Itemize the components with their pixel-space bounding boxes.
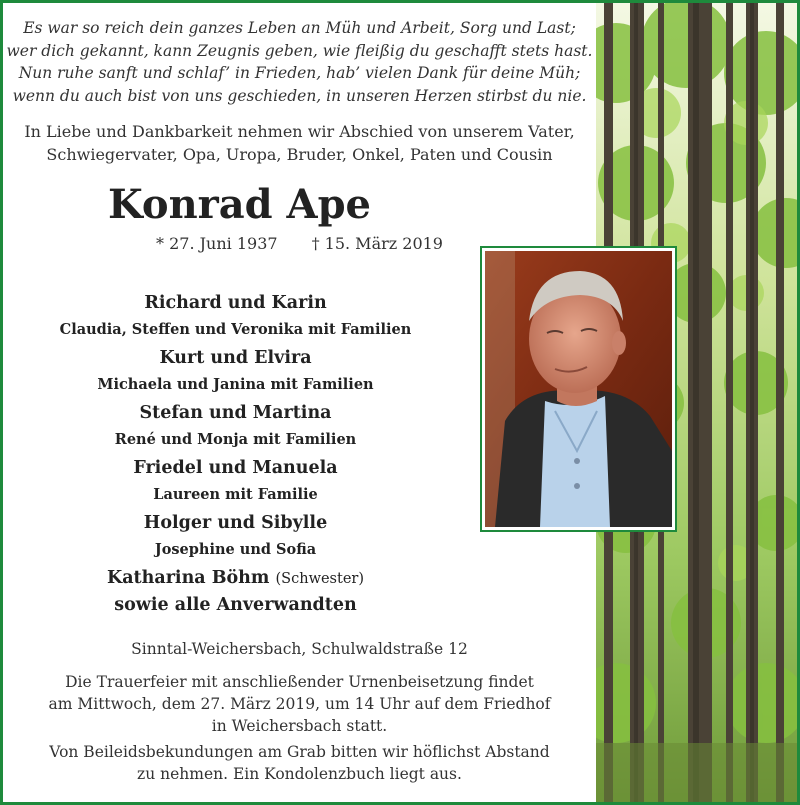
birth-date: * 27. Juni 1937 bbox=[156, 234, 278, 253]
address: Sinntal-Weichersbach, Schulwaldstraße 12 bbox=[131, 640, 468, 658]
sister-relation: (Schwester) bbox=[275, 571, 364, 587]
ceremony-line-2: am Mittwoch, dem 27. März 2019, um 14 Uhr auf dem Friedhof bbox=[48, 695, 551, 713]
condolence-line-2: zu nehmen. Ein Kondolenzbuch liegt aus. bbox=[137, 765, 462, 783]
ceremony-line-3: in Weichersbach statt. bbox=[211, 717, 388, 735]
sister-line bbox=[3, 568, 468, 588]
sister-name: Katharina Böhm bbox=[107, 568, 270, 588]
poem-line-3: Nun ruhe sanft und schlaf’ in Frieden, hab’ vielen Dank für deine Müh; bbox=[18, 64, 581, 82]
family-sub-5: Josephine und Sofia bbox=[154, 541, 317, 558]
family-main-3: Stefan und Martina bbox=[139, 403, 332, 423]
portrait-photo bbox=[480, 246, 677, 532]
deceased-name: Konrad Ape bbox=[108, 181, 371, 228]
family-sub-2: Michaela und Janina mit Familien bbox=[97, 376, 374, 393]
family-main-1: Richard und Karin bbox=[144, 293, 327, 313]
family-sub-4: Laureen mit Familie bbox=[153, 486, 318, 503]
family-sub-3: René und Monja mit Familien bbox=[114, 431, 357, 448]
ceremony-line-1: Die Trauerfeier mit anschließender Urnenbeisetzung findet bbox=[65, 673, 534, 691]
poem-line-1: Es war so reich dein ganzes Leben an Müh und Arbeit, Sorg und Last; bbox=[23, 19, 576, 37]
family-main-5: Holger und Sibylle bbox=[143, 513, 328, 533]
poem-line-4: wenn du auch bist von uns geschieden, in unseren Herzen stirbst du nie. bbox=[12, 87, 587, 105]
family-main-4: Friedel und Manuela bbox=[133, 458, 338, 478]
family-sub-1: Claudia, Steffen und Veronika mit Familien bbox=[59, 321, 412, 338]
death-date: † 15. März 2019 bbox=[311, 234, 443, 253]
relatives-line: sowie alle Anverwandten bbox=[114, 595, 357, 615]
condolence-line-1: Von Beileidsbekundungen am Grab bitten wir höflichst Abstand bbox=[49, 743, 550, 761]
intro-line-1: In Liebe und Dankbarkeit nehmen wir Abschied von unserem Vater, bbox=[24, 122, 575, 141]
family-main-2: Kurt und Elvira bbox=[159, 348, 312, 368]
intro-line-2: Schwiegervater, Opa, Uropa, Bruder, Onkel, Paten und Cousin bbox=[46, 145, 553, 164]
poem-line-2: wer dich gekannt, kann Zeugnis geben, wie fleißig du geschafft stets hast. bbox=[6, 42, 593, 60]
